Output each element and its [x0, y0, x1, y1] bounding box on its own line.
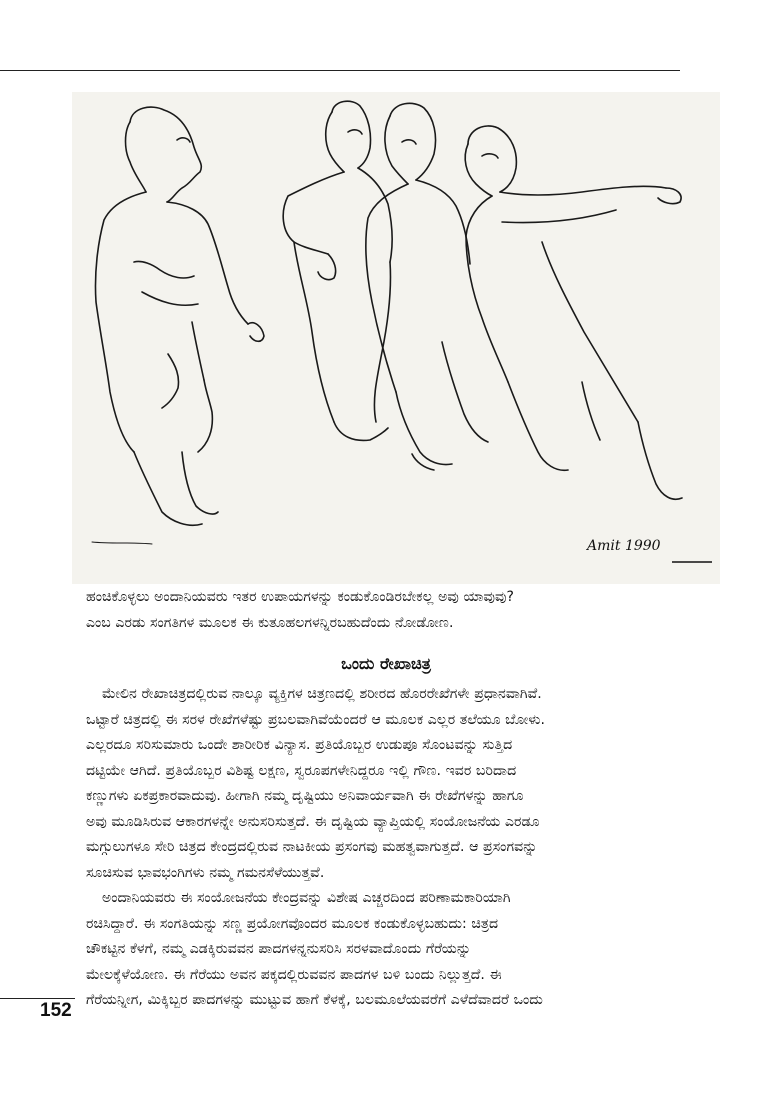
text-line: ದಟ್ಟಿಯೇ ಆಗಿದೆ. ಪ್ರತಿಯೊಬ್ಬರ ವಿಶಿಷ್ಟ ಲಕ್ಷಣ, ಸ್ವರೂಪಗಳೇನಿದ್ದರೂ ಇಲ್ಲಿ ಗೌಣ. ಇವರ ಬರಿದಾದ	[86, 762, 517, 779]
text-line: ಮಗ್ಗುಲುಗಳೂ ಸೇರಿ ಚಿತ್ರದ ಕೇಂದ್ರದಲ್ಲಿರುವ ನಾಟಕೀಯ ಪ್ರಸಂಗವು ಮಹತ್ವವಾಗುತ್ತದೆ. ಆ ಪ್ರಸಂಗವನ್ನು	[86, 839, 538, 855]
top-rule	[0, 70, 680, 71]
text-line: ಅವು ಮೂಡಿಸಿರುವ ಆಕಾರಗಳನ್ನೇ ಅನುಸರಿಸುತ್ತದೆ. ಈ ದೃಷ್ಟಿಯ ವ್ಯಾಪ್ತಿಯಲ್ಲಿ ಸಂಯೋಜನೆಯ ಎರಡೂ	[86, 813, 540, 830]
body-text	[86, 682, 686, 1014]
figure-four	[465, 126, 682, 499]
text-line: ಹಂಚಿಕೊಳ್ಳಲು ಅಂದಾನಿಯವರು ಇತರ ಉಪಾಯಗಳನ್ನು ಕಂಡುಕೊಂಡಿರಬೇಕಲ್ಲ ಅವು ಯಾವುವು?	[86, 589, 515, 605]
text-line: ಚೌಕಟ್ಟಿನ ಕೆಳಗೆ, ನಮ್ಮ ಎಡಕ್ಕಿರುವವನ ಪಾದಗಳನ್ನನುಸರಿಸಿ ಸರಳವಾದೊಂದು ಗೆರೆಯನ್ನು	[86, 941, 472, 957]
text-line: ಗೆರೆಯನ್ನೀಗ, ಮಿಕ್ಕಿಬ್ಬರ ಪಾದಗಳನ್ನು ಮುಟ್ಟುವ ಹಾಗೆ ಕೆಳಕ್ಕೆ, ಬಲಮೂಲೆಯವರೆಗೆ ಎಳೆದೆವಾದರೆ ಒಂದು	[86, 992, 543, 1008]
text-line: ಎಂಬ ಎರಡು ಸಂಗತಿಗಳ ಮೂಲಕ ಈ ಕುತೂಹಲಗಳನ್ನಿರಬಹುದೆಂದು ನೋಡೋಣ.	[86, 614, 454, 631]
line-drawing-figure	[72, 92, 720, 584]
text-line: ಕಣ್ಣುಗಳು ಏಕಪ್ರಕಾರವಾದುವು. ಹೀಗಾಗಿ ನಮ್ಮ ದೃಷ್ಟಿಯು ಅನಿವಾರ್ಯವಾಗಿ ಈ ರೇಖೆಗಳನ್ನು ಹಾಗೂ	[86, 788, 524, 804]
text-line: ಸೂಚಿಸುವ ಭಾವಭಂಗಿಗಳು ನಮ್ಮ ಗಮನಸೆಳೆಯುತ್ತವೆ.	[86, 864, 325, 881]
figure-three	[366, 103, 488, 470]
text-line: ಮೇಲಕ್ಕೆಳೆಯೋಣ. ಈ ಗೆರೆಯು ಅವನ ಪಕ್ಕದಲ್ಲಿರುವವನ ಪಾದಗಳ ಬಳಿ ಬಂದು ನಿಲ್ಲುತ್ತದೆ. ಈ	[86, 966, 502, 983]
artist-signature: Amit 1990	[587, 538, 661, 554]
intro-paragraph	[86, 585, 686, 636]
section-heading: ಒಂದು ರೇಖಾಚಿತ್ರ	[341, 654, 431, 673]
figure-two	[283, 101, 392, 440]
four-figures-sketch	[72, 92, 720, 584]
text-line: ಒಟ್ಟಾರೆ ಚಿತ್ರದಲ್ಲಿ ಈ ಸರಳ ರೇಖೆಗಳೆಷ್ಟು ಪ್ರಬಲವಾಗಿವೆಯೆಂದರೆ ಆ ಮೂಲಕ ಎಲ್ಲರ ತಲೆಯೂ ಬೋಳು.	[86, 711, 546, 728]
text-line: ರಚಿಸಿದ್ದಾರೆ. ಈ ಸಂಗತಿಯನ್ನು ಸಣ್ಣ ಪ್ರಯೋಗವೊಂದರ ಮೂಲಕ ಕಂಡುಕೊಳ್ಳಬಹುದು: ಚಿತ್ರದ	[86, 915, 499, 932]
bottom-rule	[0, 998, 75, 999]
text-line: ಮೇಲಿನ ರೇಖಾಚಿತ್ರದಲ್ಲಿರುವ ನಾಲ್ಕೂ ವ್ಯಕ್ತಿಗಳ ಚಿತ್ರಣದಲ್ಲಿ ಶರೀರದ ಹೊರರೇಖೆಗಳೇ ಪ್ರಧಾನವಾಗಿವೆ.	[102, 686, 542, 702]
page-number: 152	[40, 1000, 72, 1021]
text-line: ಎಲ್ಲರದೂ ಸರಿಸುಮಾರು ಒಂದೇ ಶಾರೀರಿಕ ವಿನ್ಯಾಸ. ಪ್ರತಿಯೊಬ್ಬರ ಉಡುಪೂ ಸೊಂಟವನ್ನು ಸುತ್ತಿದ	[86, 737, 513, 753]
text-line: ಅಂದಾನಿಯವರು ಈ ಸಂಯೋಜನೆಯ ಕೇಂದ್ರವನ್ನು ವಿಶೇಷ ಎಚ್ಚರದಿಂದ ಪರಿಣಾಮಕಾರಿಯಾಗಿ	[102, 890, 511, 906]
figure-one	[95, 107, 264, 525]
